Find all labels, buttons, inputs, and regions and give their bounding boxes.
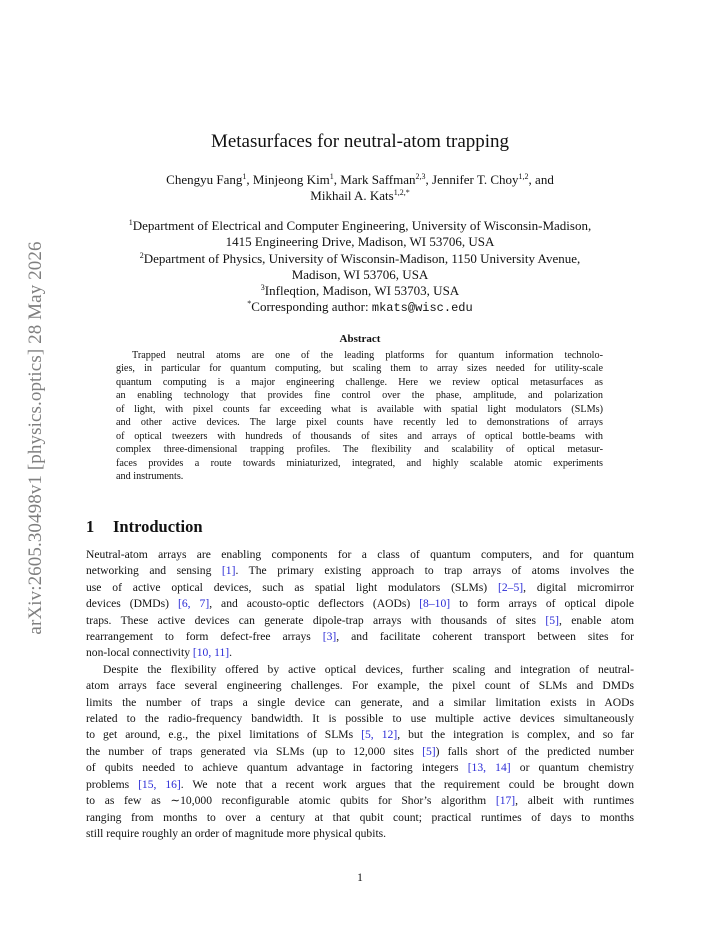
paragraph-line: to get around, e.g., the pixel limitations of SLMs [5, 12], but the integration is complex, and so far bbox=[86, 728, 634, 742]
author-list bbox=[80, 172, 640, 204]
paragraph-line: problems [15, 16]. We note that a recent work argues that the requirement could be brought down bbox=[86, 777, 635, 791]
affiliation-mark: 1,2 bbox=[518, 172, 529, 181]
paragraph-line: networking and sensing [1]. The primary existing approach to trap arrays of atoms involves the bbox=[86, 564, 634, 578]
affiliation-mark: 2,3 bbox=[415, 172, 426, 181]
abstract-heading: Abstract bbox=[339, 333, 381, 345]
citation-link[interactable]: [8–10] bbox=[419, 597, 451, 611]
author-name: , Minjeong Kim bbox=[246, 172, 330, 187]
affiliation-line: $^2$Department of Physics, University of Wisconsin-Madison, 1150 University Avenue, bbox=[139, 250, 581, 266]
citation-link[interactable]: [5] bbox=[545, 613, 559, 627]
corresponding-author-line: *Corresponding author: mkats@wisc.edu bbox=[247, 299, 473, 316]
affiliations bbox=[80, 218, 640, 317]
affiliation-mark: 1 bbox=[329, 172, 334, 181]
paragraph-line: Despite the flexibility offered by active optical devices, further scaling and integration of neutral- bbox=[103, 662, 634, 676]
affiliation-line: 1415 Engineering Drive, Madison, WI 53706, USA bbox=[225, 234, 495, 250]
author-name: Mikhail A. Kats bbox=[310, 188, 394, 203]
corresponding-email-link[interactable]: mkats@wisc.edu bbox=[371, 301, 473, 316]
abstract-line: quantum computing is a major engineering challenge. Here we review optical metasurfaces as bbox=[116, 376, 603, 388]
page-number: 1 bbox=[357, 872, 363, 884]
paper-title: Metasurfaces for neutral-atom trapping bbox=[210, 131, 510, 152]
abstract-line: gies, in particular for quantum computing, but scaling them to array sizes needed for utility-scale bbox=[116, 363, 603, 375]
abstract-line: an enabling technology that provides fine control over the phase, amplitude, and polarization bbox=[116, 390, 603, 402]
section-number: 1 bbox=[86, 517, 95, 536]
abstract-line: of optical tweezers with hundreds of thousands of sites and arrays of optical bottle-beams with bbox=[116, 430, 603, 442]
citation-link[interactable]: [10, 11] bbox=[192, 646, 230, 660]
paragraph-line: non-local connectivity [10, 11]. bbox=[86, 646, 233, 660]
author-name: Chengyu Fang bbox=[166, 172, 243, 187]
paragraph-line: related to the radio-frequency bandwidth. It is possible to use multiple active devices simultaneously bbox=[86, 712, 634, 726]
citation-link[interactable]: [13, 14] bbox=[467, 761, 511, 775]
paragraph-line: use of active optical devices, such as spatial light modulators (SLMs) [2–5], digital micromirror bbox=[86, 580, 634, 594]
abstract-line: Trapped neutral atoms are one of the leading platforms for quantum information technolo- bbox=[132, 350, 603, 361]
abstract-line: of light, with pixel counts far exceeding what is available with spatial light modulators (SLMs) bbox=[116, 403, 603, 415]
author-list-conjunction: , and bbox=[528, 172, 554, 187]
paragraph-line: Neutral-atom arrays are enabling components for a class of quantum computers, and for quantum bbox=[86, 548, 634, 561]
paragraph-line: ranging from months to over a century at that qubit count; practical runtimes of days to months bbox=[86, 810, 634, 824]
affiliation-mark: 1 bbox=[242, 172, 247, 181]
section-heading-introduction bbox=[86, 516, 203, 538]
citation-link[interactable]: [1] bbox=[221, 564, 236, 578]
paragraph-line: still require roughly an order of magnitude more physical qubits. bbox=[86, 826, 387, 840]
author-name: , Jennifer T. Choy bbox=[425, 172, 519, 187]
abstract-body bbox=[116, 349, 603, 484]
affiliation-line: Madison, WI 53706, USA bbox=[291, 266, 429, 282]
paragraph-line: atom arrays face several engineering challenges. For example, the pixel count of SLMs and DMDs bbox=[86, 679, 634, 693]
abstract-line: and other active devices. The large pixel counts have recently led to demonstrations of arrays bbox=[116, 417, 603, 429]
citation-link[interactable]: [6, 7] bbox=[178, 597, 210, 611]
citation-link[interactable]: [5] bbox=[422, 744, 436, 758]
abstract-line: complex three-dimensional trapping profiles. The flexibility and scalability of optical metasur- bbox=[116, 444, 603, 456]
citation-link[interactable]: [2–5] bbox=[497, 580, 524, 594]
paragraph-line: to as few as ∼10,000 reconfigurable atomic qubits for Shor’s algorithm [17], albeit with runtimes bbox=[86, 794, 634, 808]
paragraph-line: traps. These active devices can generate dipole-trap arrays with thousands of sites [5], enable atom bbox=[86, 613, 634, 627]
affiliation-line: $^1$Department of Electrical and Computer Engineering, University of Wisconsin-Madison, bbox=[128, 218, 592, 233]
citation-link[interactable]: [17] bbox=[495, 794, 516, 808]
author-name: , Mark Saffman bbox=[333, 172, 416, 187]
citation-link[interactable]: [5, 12] bbox=[361, 728, 398, 742]
paragraph-line: of qubits needed to achieve quantum advantage in factoring integers [13, 14] or quantum chemistry bbox=[86, 761, 634, 775]
paragraph-line: devices (DMDs) [6, 7], and acousto-optic deflectors (AODs) [8–10] to form arrays of optical dipole bbox=[86, 597, 634, 611]
affiliation-line: $^3$Infleqtion, Madison, WI 53703, USA bbox=[260, 283, 460, 299]
arxiv-identifier-stamp[interactable]: arXiv:2605.30498v1 [physics.optics] 28 May 2026 bbox=[25, 241, 46, 635]
abstract-line: and instruments. bbox=[116, 471, 184, 483]
paragraph-line: the number of traps generated via SLMs (up to 12,000 sites [5]) falls short of the predicted number bbox=[86, 744, 634, 758]
abstract-line: faces provides a route towards miniaturized, integrated, and highly scalable atomic experiments bbox=[116, 457, 603, 469]
section-title: Introduction bbox=[113, 517, 203, 536]
citation-link[interactable]: [15, 16] bbox=[138, 777, 181, 791]
affiliation-mark: 1,2,* bbox=[393, 188, 410, 197]
paragraph-line: rearrangement to form defect-free arrays [3], and facilitate coherent transport between sites for bbox=[86, 630, 634, 644]
introduction-body bbox=[86, 547, 634, 842]
paragraph-line: limits the number of traps a single device can generate, and a similar limitation exists in AODs bbox=[86, 695, 634, 709]
citation-link[interactable]: [3] bbox=[322, 630, 337, 644]
